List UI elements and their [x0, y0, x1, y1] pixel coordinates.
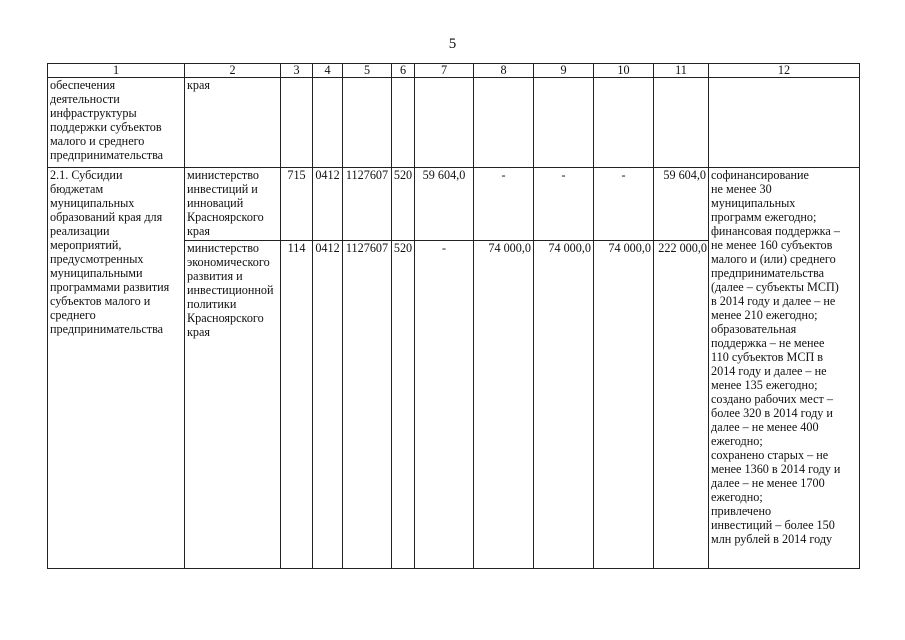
empty-cell: [343, 78, 392, 168]
empty-cell: [474, 78, 534, 168]
administrator-cell: края: [185, 78, 281, 168]
total-amount-cell: 59 604,0: [654, 168, 709, 241]
amount-cell: -: [415, 241, 474, 569]
header-cell: 7: [415, 64, 474, 78]
amount-cell: 74 000,0: [474, 241, 534, 569]
empty-cell: [281, 78, 313, 168]
table-header-row: [48, 64, 860, 78]
empty-cell: [392, 78, 415, 168]
header-cell: 1: [48, 64, 185, 78]
empty-cell: [415, 78, 474, 168]
table-row: [48, 78, 860, 168]
amount-cell: 74 000,0: [534, 241, 594, 569]
amount-cell: -: [474, 168, 534, 241]
header-cell: 9: [534, 64, 594, 78]
activity-name-cell: 2.1. Субсидии бюджетам муниципальных образований края для реализации мероприятий, предусмотренных муниципальными программами развития субъектов малого и среднего предпринимательства: [48, 168, 185, 569]
header-cell: 6: [392, 64, 415, 78]
expense-type-cell: 520: [392, 241, 415, 569]
empty-cell: [594, 78, 654, 168]
section-code-cell: 0412: [313, 241, 343, 569]
header-cell: 4: [313, 64, 343, 78]
expense-type-cell: 520: [392, 168, 415, 241]
amount-cell: -: [534, 168, 594, 241]
empty-cell: [534, 78, 594, 168]
section-code-cell: 0412: [313, 168, 343, 241]
amount-cell: -: [594, 168, 654, 241]
page-number: 5: [448, 36, 457, 52]
target-article-cell: 1127607: [343, 241, 392, 569]
program-table: [47, 63, 860, 569]
empty-cell: [709, 78, 860, 168]
header-cell: 5: [343, 64, 392, 78]
grbs-code-cell: 715: [281, 168, 313, 241]
administrator-cell: министерство инвестиций и инноваций Красноярского края: [185, 168, 281, 241]
header-cell: 2: [185, 64, 281, 78]
empty-cell: [654, 78, 709, 168]
header-cell: 10: [594, 64, 654, 78]
activity-name-cell: обеспечения деятельности инфраструктуры поддержки субъектов малого и среднего предпринимательства: [48, 78, 185, 168]
target-article-cell: 1127607: [343, 168, 392, 241]
grbs-code-cell: 114: [281, 241, 313, 569]
header-cell: 11: [654, 64, 709, 78]
header-cell: 3: [281, 64, 313, 78]
amount-cell: 59 604,0: [415, 168, 474, 241]
header-cell: 12: [709, 64, 860, 78]
amount-cell: 74 000,0: [594, 241, 654, 569]
table-row: [48, 168, 860, 241]
expected-result-cell: софинансирование не менее 30 муниципальных программ ежегодно; финансовая поддержка – не менее 160 субъектов малого и (или) среднего предпринимательства (далее – субъекты МСП) в 2014 году и далее – не менее 210 ежегодно; образовательная поддержка – не менее 110 субъектов МСП в 2014 году и далее – не менее 135 ежегодно; создано рабочих мест – более 320 в 2014 году и далее – не менее 400 ежегодно; сохранено старых – не менее 1360 в 2014 году и далее – не менее 1700 ежегодно; привлечено инвестиций – более 150 млн рублей в 2014 году: [709, 168, 860, 569]
administrator-cell: министерство экономического развития и инвестиционной политики Красноярского края: [185, 241, 281, 569]
total-amount-cell: 222 000,0: [654, 241, 709, 569]
empty-cell: [313, 78, 343, 168]
header-cell: 8: [474, 64, 534, 78]
